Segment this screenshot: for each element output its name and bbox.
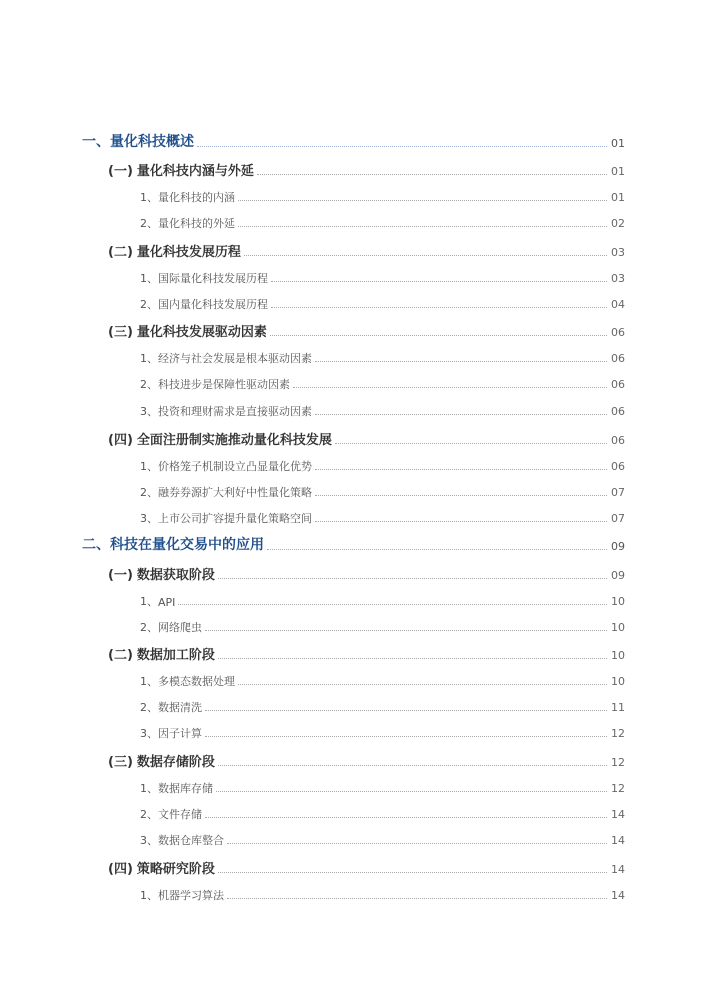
dot-leader <box>315 361 607 362</box>
toc-entry-number: (二) <box>108 648 133 663</box>
dot-leader <box>315 469 607 470</box>
toc-page-number: 02 <box>611 217 625 230</box>
toc-entry-number: 2、 <box>140 486 158 499</box>
dot-leader <box>216 791 607 792</box>
toc-entry-number: 二、 <box>82 537 110 553</box>
toc-page-number: 10 <box>611 675 625 688</box>
toc-entry-number: 1、 <box>140 191 158 204</box>
toc-subsection[interactable] <box>0 346 625 366</box>
toc-page-number: 14 <box>611 889 625 902</box>
dot-leader <box>238 684 607 685</box>
toc-entry-title: 量化科技发展历程 <box>136 245 241 260</box>
toc-subsection[interactable] <box>0 372 625 392</box>
dot-leader <box>218 765 607 766</box>
toc-section[interactable] <box>0 240 625 260</box>
toc-entry-title: 国际量化科技发展历程 <box>158 272 268 285</box>
toc-entry-title: 价格笼子机制设立凸显量化优势 <box>158 460 312 473</box>
toc-entry-title: 数据存储阶段 <box>136 755 215 770</box>
toc-page-number: 06 <box>611 378 625 391</box>
dot-leader <box>238 226 607 227</box>
toc-subsection[interactable] <box>0 480 625 500</box>
toc-entry-title: 文件存储 <box>158 808 202 821</box>
dot-leader <box>218 578 607 579</box>
toc-subsection[interactable] <box>0 883 625 903</box>
toc-entry-title: 量化科技的外延 <box>158 217 235 230</box>
toc-entry-title: 科技进步是保障性驱动因素 <box>158 378 290 391</box>
toc-entry-title: 因子计算 <box>158 727 202 740</box>
toc-page-number: 06 <box>611 434 625 447</box>
toc-subsection[interactable] <box>0 695 625 715</box>
toc-entry-number: 3、 <box>140 512 158 525</box>
toc-page-number: 06 <box>611 460 625 473</box>
toc-subsection[interactable] <box>0 776 625 796</box>
toc-entry-number: 3、 <box>140 727 158 740</box>
toc-page-number: 01 <box>611 165 625 178</box>
toc-entry-number: 2、 <box>140 808 158 821</box>
toc-entry-title: 投资和理财需求是直接驱动因素 <box>158 405 312 418</box>
toc-entry-number: 一、 <box>82 134 110 150</box>
dot-leader <box>218 872 607 873</box>
dot-leader <box>218 658 607 659</box>
toc-section[interactable] <box>0 563 625 583</box>
toc-subsection[interactable] <box>0 266 625 286</box>
dot-leader <box>270 335 607 336</box>
toc-chapter[interactable] <box>0 131 625 151</box>
dot-leader <box>257 174 607 175</box>
toc-page-number: 09 <box>611 540 625 553</box>
dot-leader <box>244 255 607 256</box>
toc-page-number: 10 <box>611 595 625 608</box>
toc-entry-title: API <box>158 596 176 609</box>
toc-page-number: 07 <box>611 486 625 499</box>
toc-page-number: 04 <box>611 298 625 311</box>
toc-page-number: 07 <box>611 512 625 525</box>
toc-section[interactable] <box>0 857 625 877</box>
toc-entry-number: 2、 <box>140 217 158 230</box>
toc-entry-number: 2、 <box>140 621 158 634</box>
toc-section[interactable] <box>0 159 625 179</box>
toc-entry-number: (四) <box>108 433 133 448</box>
toc-page-number: 03 <box>611 246 625 259</box>
toc-subsection[interactable] <box>0 615 625 635</box>
toc-entry-title: 量化科技概述 <box>110 134 194 150</box>
toc-page-number: 10 <box>611 649 625 662</box>
toc-entry-title: 策略研究阶段 <box>136 862 215 877</box>
toc-entry-number: (二) <box>108 245 133 260</box>
toc-entry-title: 量化科技内涵与外延 <box>136 164 254 179</box>
toc-section[interactable] <box>0 320 625 340</box>
toc-entry-title: 量化科技发展驱动因素 <box>136 325 267 340</box>
toc-entry-title: 数据库存储 <box>158 782 213 795</box>
dot-leader <box>227 843 607 844</box>
toc-entry-title: 量化科技的内涵 <box>158 191 235 204</box>
toc-entry-number: 1、 <box>140 782 158 795</box>
toc-page-number: 12 <box>611 727 625 740</box>
toc-section[interactable] <box>0 428 625 448</box>
dot-leader <box>178 604 607 605</box>
toc-entry-number: 1、 <box>140 675 158 688</box>
toc-entry-title: 数据仓库整合 <box>158 834 224 847</box>
toc-page-number: 12 <box>611 782 625 795</box>
toc-entry-title: 数据清洗 <box>158 701 202 714</box>
toc-page-number: 14 <box>611 834 625 847</box>
toc-entry-number: 1、 <box>140 595 158 608</box>
toc-entry-number: (一) <box>108 164 133 179</box>
toc-page-number: 03 <box>611 272 625 285</box>
dot-leader <box>271 307 607 308</box>
dot-leader <box>227 898 607 899</box>
toc-entry-number: (三) <box>108 325 133 340</box>
toc-entry-title: 科技在量化交易中的应用 <box>110 537 264 553</box>
toc-entry-number: 3、 <box>140 834 158 847</box>
toc-chapter[interactable] <box>0 534 625 554</box>
toc-entry-title: 国内量化科技发展历程 <box>158 298 268 311</box>
toc-subsection[interactable] <box>0 211 625 231</box>
dot-leader <box>205 817 607 818</box>
toc-entry-number: 1、 <box>140 889 158 902</box>
dot-leader <box>271 281 607 282</box>
toc-page-number: 14 <box>611 863 625 876</box>
toc-section[interactable] <box>0 643 625 663</box>
toc-entry-title: 机器学习算法 <box>158 889 224 902</box>
toc-page-number: 11 <box>611 701 625 714</box>
toc-entry-number: (一) <box>108 568 133 583</box>
toc-subsection[interactable] <box>0 802 625 822</box>
toc-page-number: 01 <box>611 191 625 204</box>
toc-entry-number: 2、 <box>140 378 158 391</box>
toc-page-number: 12 <box>611 756 625 769</box>
toc-entry-title: 网络爬虫 <box>158 621 202 634</box>
toc-subsection[interactable] <box>0 454 625 474</box>
toc-subsection[interactable] <box>0 506 625 526</box>
dot-leader <box>197 146 607 147</box>
dot-leader <box>205 630 607 631</box>
toc-entry-number: (四) <box>108 862 133 877</box>
dot-leader <box>205 710 607 711</box>
toc-entry-number: (三) <box>108 755 133 770</box>
toc-subsection[interactable] <box>0 185 625 205</box>
toc-page-number: 01 <box>611 137 625 150</box>
toc-page-number: 06 <box>611 326 625 339</box>
toc-subsection[interactable] <box>0 828 625 848</box>
toc-page-number: 06 <box>611 405 625 418</box>
dot-leader <box>335 443 607 444</box>
toc-subsection[interactable] <box>0 669 625 689</box>
toc-entry-number: 3、 <box>140 405 158 418</box>
dot-leader <box>293 387 607 388</box>
toc-page-number: 09 <box>611 569 625 582</box>
toc-entry-title: 数据加工阶段 <box>136 648 215 663</box>
toc-subsection[interactable] <box>0 721 625 741</box>
toc-page-number: 10 <box>611 621 625 634</box>
toc-entry-title: 上市公司扩容提升量化策略空间 <box>158 512 312 525</box>
dot-leader <box>267 549 607 550</box>
toc-entry-title: 全面注册制实施推动量化科技发展 <box>136 433 332 448</box>
toc-entry-title: 数据获取阶段 <box>136 568 215 583</box>
toc-subsection[interactable] <box>0 399 625 419</box>
toc-entry-number: 1、 <box>140 460 158 473</box>
toc-entry-number: 2、 <box>140 701 158 714</box>
toc-entry-number: 1、 <box>140 352 158 365</box>
toc-entry-number: 1、 <box>140 272 158 285</box>
dot-leader <box>238 200 607 201</box>
toc-page-number: 06 <box>611 352 625 365</box>
toc-page-number: 14 <box>611 808 625 821</box>
dot-leader <box>315 414 607 415</box>
toc-section[interactable] <box>0 750 625 770</box>
toc-entry-title: 经济与社会发展是根本驱动因素 <box>158 352 312 365</box>
toc-entry-title: 多模态数据处理 <box>158 675 235 688</box>
dot-leader <box>315 495 607 496</box>
toc-entry-title: 融券券源扩大利好中性量化策略 <box>158 486 312 499</box>
toc-entry-number: 2、 <box>140 298 158 311</box>
dot-leader <box>205 736 607 737</box>
dot-leader <box>315 521 607 522</box>
toc-subsection[interactable] <box>0 292 625 312</box>
toc-subsection[interactable] <box>0 589 625 609</box>
